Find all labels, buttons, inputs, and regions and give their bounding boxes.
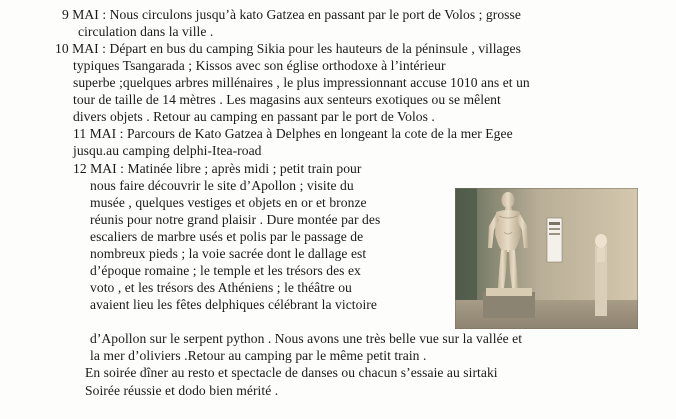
text-line: 9 MAI : Nous circulons jusqu’à kato Gatzea en passant par le port de Volos ; grosse — [62, 7, 521, 22]
text-line: escaliers de marbre usés et polis par le passage de — [90, 229, 364, 244]
text-line: 12 MAI : Matinée libre ; après midi ; petit train pour — [73, 161, 362, 176]
text-line: divers objets . Retour au camping en passant par le port de Volos . — [73, 109, 435, 124]
statue-image — [455, 188, 638, 329]
text-line: musée , quelques vestiges et objets en or et bronze — [90, 195, 367, 210]
text-line: d’Apollon sur le serpent python . Nous avons une très belle vue sur la vallée et — [90, 331, 523, 346]
text-line: circulation dans la ville . — [78, 24, 214, 39]
text-line: voto , et les trésors des Athéniens ; le théâtre ou — [90, 280, 352, 295]
text-line: avaient lieu les fêtes delphiques célébrant la victoire — [90, 297, 377, 312]
text-line: nombreux pieds ; la voie sacrée dont le dallage est — [90, 246, 367, 261]
text-line: Soirée réussie et dodo bien mérité . — [85, 383, 279, 398]
text-line: 10 MAI : Départ en bus du camping Sikia pour les hauteurs de la péninsule , villages — [55, 41, 521, 56]
text-line: nous faire découvrir le site d’Apollon ; visite du — [90, 178, 354, 193]
text-line: tour de taille de 14 mètres . Les magasins aux senteurs exotiques ou se mêlent — [73, 92, 501, 107]
text-line: 11 MAI : Parcours de Kato Gatzea à Delphes en longeant la cote de la mer Egee — [73, 126, 513, 141]
text-line: la mer d’oliviers .Retour au camping par le même petit train . — [90, 348, 427, 363]
text-line: typiques Tsangarada ; Kissos avec son église orthodoxe à l’intérieur — [73, 58, 446, 73]
text-line: réunis pour notre grand plaisir . Dure montée par des — [90, 212, 381, 227]
text-line: jusqu.au camping delphi-Itea-road — [73, 143, 262, 158]
text-line: En soirée dîner au resto et spectacle de danses ou chacun s’essaie au sirtaki — [85, 365, 498, 380]
text-line: superbe ;quelques arbres millénaires , le plus impressionnant accuse 1010 ans et un — [73, 75, 530, 90]
museum-statue-photo — [455, 188, 638, 329]
text-line: d’époque romaine ; le temple et les trésors des ex — [90, 263, 361, 278]
